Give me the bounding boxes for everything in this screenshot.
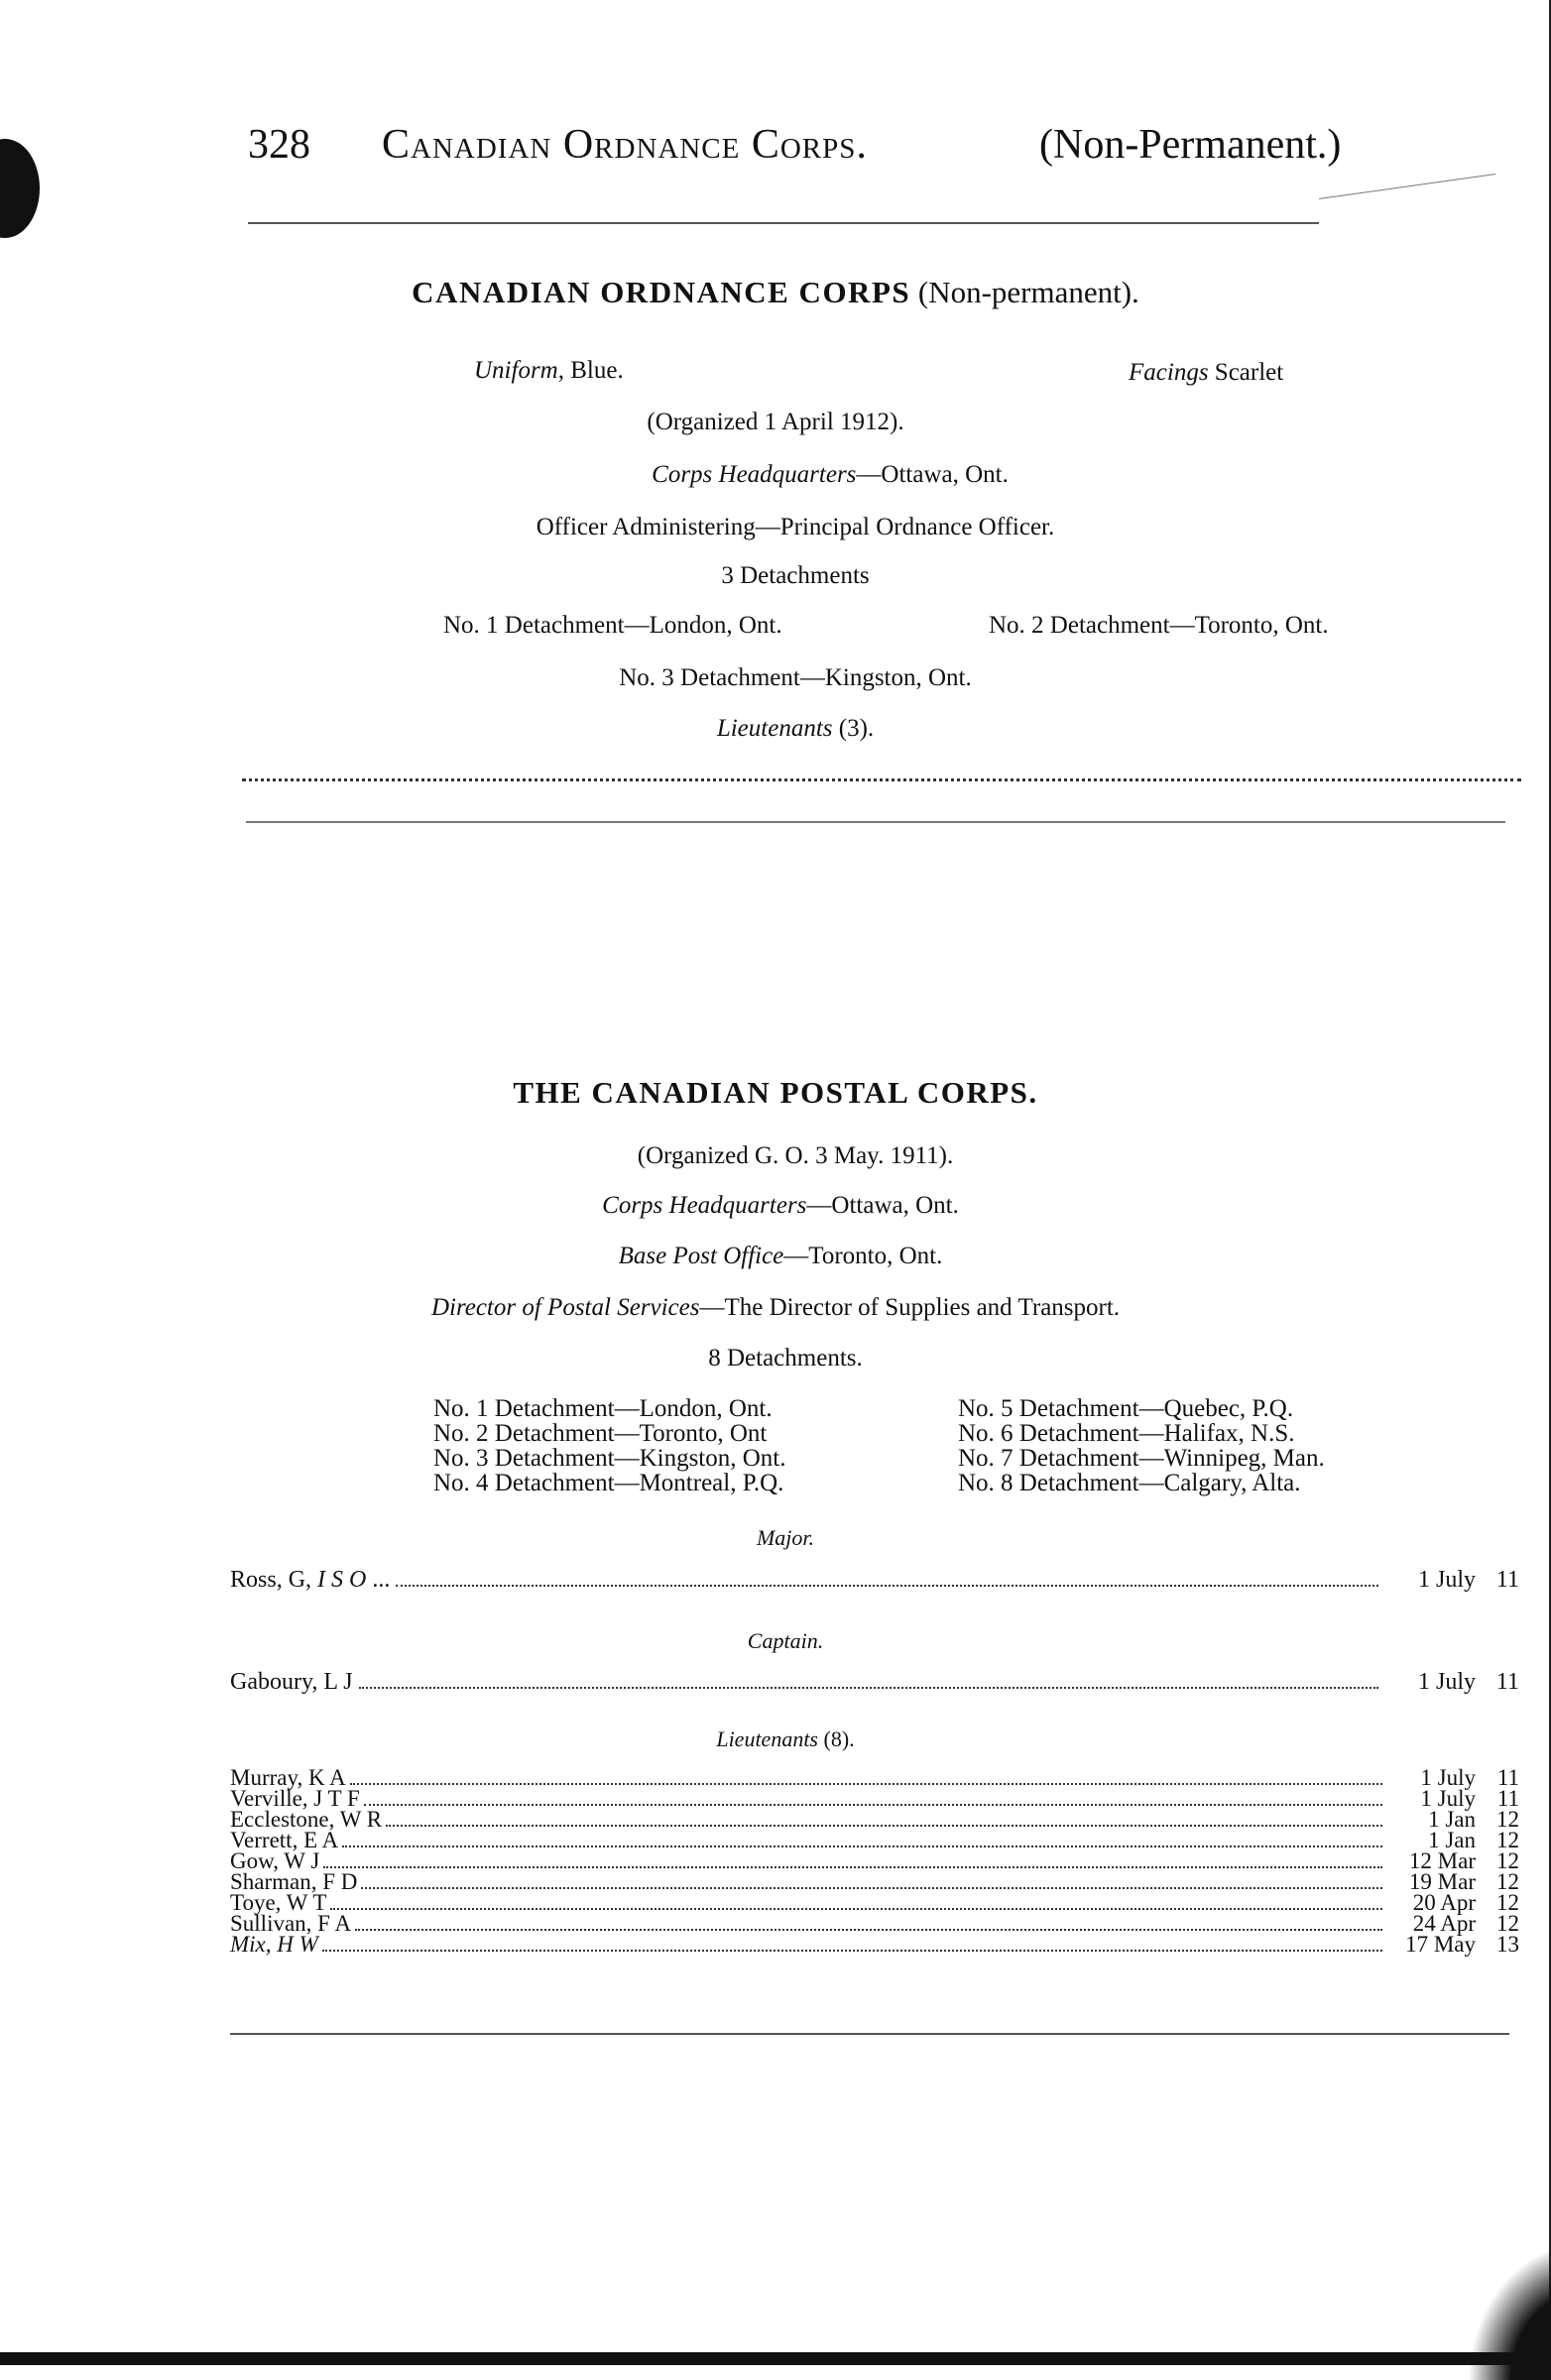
lieutenant-year: 12 bbox=[1496, 1911, 1519, 1936]
lieutenant-name: Ecclestone, W R bbox=[230, 1807, 383, 1832]
dot-leader bbox=[322, 1949, 1382, 1952]
ordnance-lieutenants-label: Lieutenants bbox=[716, 715, 833, 742]
facings-line bbox=[1129, 359, 1283, 387]
lieutenant-name: Toye, W T bbox=[230, 1890, 327, 1915]
major-honours: I S O bbox=[317, 1567, 367, 1593]
lieutenant-row bbox=[230, 1869, 1519, 1894]
dot-leader bbox=[323, 1865, 1382, 1868]
lieutenant-year: 12 bbox=[1496, 1848, 1519, 1873]
lieutenant-name: Sharman, F D bbox=[230, 1869, 358, 1894]
lieutenant-name: Sullivan, F A bbox=[230, 1911, 352, 1936]
ordnance-hq bbox=[0, 461, 1551, 489]
lieutenant-name: Murray, K A bbox=[230, 1765, 346, 1790]
facings-label: Facings bbox=[1129, 359, 1209, 386]
ordnance-section-title bbox=[0, 275, 1551, 310]
ordnance-detachment-3: No. 3 Detachment—Kingston, Ont. bbox=[619, 664, 972, 691]
postal-organized: (Organized G. O. 3 May. 1911). bbox=[637, 1142, 954, 1169]
ordnance-detachments-count: 3 Detachments bbox=[721, 562, 870, 589]
ordnance-title-suffix: (Non-permanent). bbox=[917, 275, 1139, 309]
lieutenant-name: Mix, H W bbox=[230, 1932, 318, 1957]
dot-leader bbox=[350, 1782, 1382, 1785]
lieutenant-date: 1 Jan bbox=[1428, 1828, 1476, 1852]
dot-leader bbox=[355, 1928, 1382, 1931]
postal-detachments-left bbox=[433, 1396, 786, 1495]
captain-entry bbox=[230, 1669, 1519, 1696]
dot-leader bbox=[361, 1886, 1382, 1889]
lieutenant-year: 12 bbox=[1496, 1807, 1519, 1832]
lieutenant-row bbox=[230, 1807, 1519, 1832]
section-divider-rule bbox=[246, 821, 1505, 823]
lieutenant-date: 20 Apr bbox=[1412, 1890, 1476, 1915]
captain-heading: Captain. bbox=[747, 1628, 824, 1653]
postal-base-label: Base Post Office bbox=[618, 1243, 784, 1269]
ordnance-hq-label: Corps Headquarters bbox=[652, 461, 857, 488]
postal-director-label: Director of Postal Services bbox=[430, 1294, 700, 1321]
dot-leader bbox=[342, 1844, 1382, 1847]
lieutenant-name: Verrett, E A bbox=[230, 1828, 339, 1852]
lieutenant-date: 19 Mar bbox=[1408, 1869, 1476, 1894]
dot-leader bbox=[330, 1907, 1382, 1910]
lieutenant-row bbox=[230, 1932, 1519, 1957]
dot-leader bbox=[359, 1686, 1378, 1689]
postal-base-office bbox=[0, 1243, 1551, 1270]
lieutenants-list bbox=[230, 1765, 1519, 1957]
lieutenant-year: 11 bbox=[1496, 1786, 1519, 1811]
lieutenant-date: 12 Mar bbox=[1408, 1848, 1476, 1873]
page-bottom-edge bbox=[0, 2352, 1551, 2365]
postal-base-value: —Toronto, Ont. bbox=[783, 1243, 943, 1269]
dot-leader bbox=[396, 1584, 1378, 1587]
postal-detachment-6: No. 6 Detachment—Halifax, N.S. bbox=[958, 1420, 1295, 1447]
lieutenant-year: 12 bbox=[1496, 1869, 1519, 1894]
lieutenant-date: 24 Apr bbox=[1412, 1911, 1476, 1936]
major-name-suffix: ... bbox=[366, 1567, 391, 1593]
lieutenants-heading bbox=[0, 1726, 1551, 1752]
postal-detachment-2: No. 2 Detachment—Toronto, Ont bbox=[433, 1420, 768, 1447]
dot-leader bbox=[364, 1803, 1382, 1806]
lieutenant-row bbox=[230, 1765, 1519, 1790]
postal-detachments-right bbox=[958, 1396, 1325, 1495]
postal-detachment-5: No. 5 Detachment—Quebec, P.Q. bbox=[958, 1395, 1294, 1422]
lieutenant-row bbox=[230, 1828, 1519, 1852]
postal-section-title: THE CANADIAN POSTAL CORPS. bbox=[513, 1075, 1038, 1110]
lieutenant-name: Gow, W J bbox=[230, 1848, 320, 1873]
lieutenant-date: 17 May bbox=[1405, 1932, 1476, 1957]
facings-value: Scarlet bbox=[1214, 359, 1284, 386]
lieutenant-year: 12 bbox=[1496, 1890, 1519, 1915]
lieutenant-date: 1 Jan bbox=[1428, 1807, 1476, 1832]
ordnance-organized: (Organized 1 April 1912). bbox=[647, 409, 904, 435]
lieutenant-year: 13 bbox=[1496, 1932, 1519, 1957]
lieutenant-row bbox=[230, 1848, 1519, 1873]
lieutenant-date: 1 July bbox=[1420, 1765, 1476, 1790]
postal-hq-value: —Ottawa, Ont. bbox=[806, 1192, 959, 1219]
ordnance-dotted-leader bbox=[242, 778, 1521, 781]
bottom-rule bbox=[230, 2033, 1509, 2035]
major-entry bbox=[230, 1567, 1519, 1594]
lieutenant-date: 1 July bbox=[1420, 1786, 1476, 1811]
ordnance-lieutenants bbox=[0, 715, 1551, 743]
captain-date: 1 July bbox=[1417, 1669, 1476, 1695]
postal-hq bbox=[0, 1192, 1551, 1220]
postal-hq-label: Corps Headquarters bbox=[602, 1192, 807, 1219]
postal-detachment-3: No. 3 Detachment—Kingston, Ont. bbox=[433, 1445, 786, 1472]
major-name bbox=[230, 1567, 390, 1594]
postal-detachment-8: No. 8 Detachment—Calgary, Alta. bbox=[958, 1470, 1301, 1496]
major-date: 1 July bbox=[1417, 1567, 1476, 1593]
lieutenant-row bbox=[230, 1911, 1519, 1936]
lieutenant-year: 12 bbox=[1496, 1828, 1519, 1852]
major-heading: Major. bbox=[756, 1525, 815, 1550]
dot-leader bbox=[386, 1824, 1382, 1827]
ordnance-title-bold: CANADIAN ORDNANCE CORPS bbox=[412, 275, 911, 309]
ordnance-lieutenants-count: (3). bbox=[838, 715, 875, 742]
officer-administering: Officer Administering—Principal Ordnance Officer. bbox=[536, 514, 1055, 540]
postal-detachment-7: No. 7 Detachment—Winnipeg, Man. bbox=[958, 1445, 1325, 1472]
major-year: 11 bbox=[1495, 1567, 1519, 1593]
ordnance-hq-value: —Ottawa, Ont. bbox=[856, 461, 1009, 488]
uniform-label: Uniform, bbox=[474, 357, 564, 384]
major-name-text: Ross, G, bbox=[230, 1567, 318, 1593]
postal-director bbox=[0, 1294, 1551, 1322]
lieutenant-row bbox=[230, 1786, 1519, 1811]
captain-year: 11 bbox=[1495, 1669, 1519, 1695]
header-rule-stroke bbox=[1319, 174, 1495, 199]
lieutenants-heading-count: (8). bbox=[823, 1726, 855, 1751]
captain-name: Gaboury, L J bbox=[230, 1669, 353, 1695]
ordnance-detachment-2: No. 2 Detachment—Toronto, Ont. bbox=[989, 612, 1329, 639]
postal-director-value: —The Director of Supplies and Transport. bbox=[699, 1294, 1121, 1321]
ordnance-detachment-1: No. 1 Detachment—London, Ont. bbox=[443, 612, 782, 639]
running-title: Canadian Ordnance Corps. bbox=[382, 122, 868, 168]
uniform-value: Blue. bbox=[570, 357, 624, 384]
uniform-line bbox=[474, 357, 624, 385]
lieutenant-row bbox=[230, 1890, 1519, 1915]
postal-detachment-4: No. 4 Detachment—Montreal, P.Q. bbox=[433, 1470, 784, 1496]
running-qualifier: (Non-Permanent.) bbox=[1039, 122, 1342, 168]
lieutenants-heading-label: Lieutenants bbox=[716, 1726, 818, 1751]
page-number: 328 bbox=[248, 122, 310, 168]
punch-hole-mark bbox=[0, 139, 40, 238]
postal-detachments-count: 8 Detachments. bbox=[708, 1345, 863, 1371]
header-rule bbox=[248, 222, 1319, 224]
lieutenant-name: Verville, J T F bbox=[230, 1786, 360, 1811]
postal-detachment-1: No. 1 Detachment—London, Ont. bbox=[433, 1395, 773, 1422]
lieutenant-year: 11 bbox=[1496, 1765, 1519, 1790]
